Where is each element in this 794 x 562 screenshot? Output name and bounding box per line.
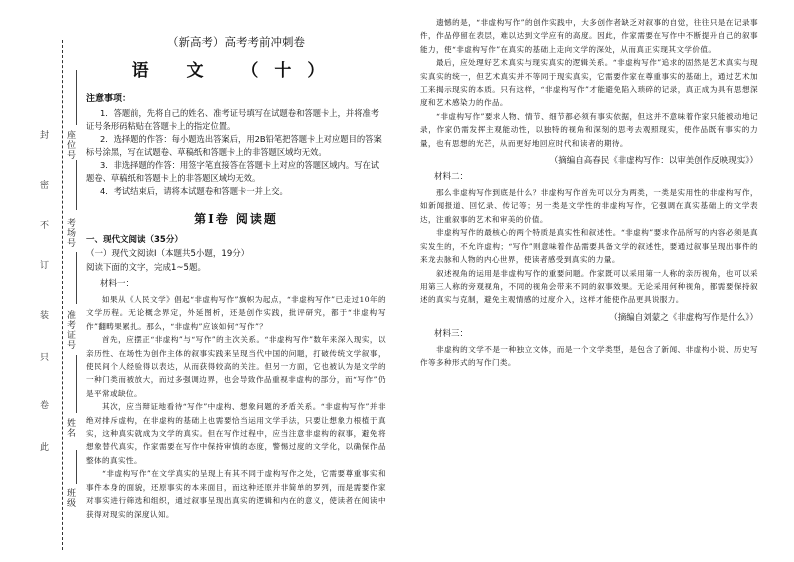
seal-char: 不 [40,221,50,231]
paragraph: 首先，应摆正“非虚构”与“写作”的主次关系。“非虚构写作”数年来深入现实，以亲历性、在场性为创作主体的叙事实践来呈现当代中国的问题，打破传统文学叙事，使民间个人经验得以表达，从而获得较高的关注。但另一方面，它也被认为是文学的一种门类而被放大，而过多强调边界，也会导致作品重视非虚构的部分，而“写作”仍是平常或缺位。 [86,335,386,398]
notice-item: 1．答题前，先将自己的姓名、准考证号填写在试题卷和答题卡上，并将准考证号条形码粘贴在答题卡上的指定位置。 [86,108,380,131]
notice-heading: 注意事项： [86,94,132,104]
paragraph: 如果从《人民文学》倡起“非虚构写作”旗帜为起点，“非虚构写作”已走过10年的文学历程。无论概念界定，外延图析，还是创作实践，批评研究，都于“非虚构写作”翻畴果累扎。那么，“非虚构”应该如何“写作”？ [86,295,386,331]
paragraph: “非虚构写作”要求人物、情节、细节都必须有事实依据，但这并不意味着作家只能被动地记录，作家仍需发挥主观能动性，以独特的视角和深刻的思考去观照现实，使作品既有事实的力量，也有思想的光芒，从而更好地回应时代和读者的期待。 [420,111,758,148]
paragraph: 遗憾的是，“非虚构写作”的创作实践中，大多创作者缺乏对叙事的自觉，往往只是在记录事件，作品停留在表层，难以达到文学应有的高度。因此，作家需要在写作中不断提升自己的叙事能力，使“非虚构写作”在真实的基础上走向文学的深处，从而真正实现其文学价值。 [420,18,758,54]
name-field[interactable] [76,355,77,413]
section-heading: 一、现代文阅读（35分） [86,235,183,245]
paragraph: 那么非虚构写作到底是什么？非虚构写作首先可以分为两类，一类是实用性的非虚构写作，如新闻报道、回忆录、传记等；另一类是文学性的非虚构写作，它强调在真实基础上的文学表达，注重叙事的艺术和审美的价值。 [420,188,758,224]
exam-room-label: 考场号 [65,218,75,248]
class-field[interactable] [76,450,77,484]
subsection-heading: （一）现代文阅读Ⅰ（本题共5小题，19分） [86,249,250,259]
part-title: 第Ⅰ卷 阅读题 [194,212,278,226]
seal-char: 只 [40,353,50,363]
seal-char: 密 [40,181,50,191]
source-citation: （摘编自刘蒙之《非虚构写作是什么》） [609,312,758,323]
admission-number-label: 准考证号 [65,310,75,350]
class-label: 班级 [65,488,75,508]
instruction: 阅读下面的文字，完成1~5题。 [86,263,206,273]
name-label: 姓名 [65,418,75,438]
notice-block [86,91,386,198]
source-citation: （摘编自高春民《非虚构写作：以审美创作反映现实》） [549,156,758,167]
material-label: 材料一： [100,279,135,289]
seat-number-label: 座位号 [65,130,75,160]
paragraph: 最后，应处理好艺术真实与现实真实的逻辑关系。“非虚构写作”追求的固然是艺术真实与现实真实的统一，但艺术真实并不等同于现实真实，它需要作家在尊重事实的基础上，通过艺术加工来揭示现实的本质。只有这样，“非虚构写作”才能避免陷入琐碎的记录，真正成为具有思想深度和艺术感染力的作品。 [420,58,758,108]
paragraph: “非虚构写作”在文学真实的呈现上有其不同于虚构写作之处，它需要尊重事实和事件本身的面貌，还原事实的本来面目，而这种还原并非简单的罗列，而是需要作家对事实进行筛选和组织，通过叙事呈现出真实的逻辑和内在的意义，使读者在阅读中获得对现实的深度认知。 [86,469,386,519]
cut-line [62,40,63,550]
seal-char: 装 [40,311,50,321]
notice-item: 3．非选择题的作答：用签字笔直接答在答题卡上对应的答题区域内。写在试题卷、草稿纸和答题卡上的非答题区域均无效。 [86,160,380,183]
seat-number-field[interactable] [76,70,77,125]
paragraph: 非虚构写作的最核心的两个特质是真实性和叙述性。“非虚构”要求作品所写的内容必须是真实发生的，不允许虚构；“写作”则意味着作品需要具备文学的叙述性，要通过叙事呈现出事件的来龙去脉和人物的内心世界，使读者感受到真实的力量。 [420,228,758,265]
left-column [86,28,386,521]
notice-item: 2．选择题的作答：每小题选出答案后，用2B铅笔把答题卡上对应题目的答案标号涂黑，写在试题卷、草稿纸和答题卡上的非答题区域均无效。 [86,134,382,157]
paragraph: 其次，应当辩证地看待“写作”中虚构、想象问题的矛盾关系。“非虚构写作”并非绝对排斥虚构，在非虚构的基础上也需要恰当运用文学手法，只要让想象力根植于真实，这种真实就成为文学的真实。但在写作过程中，应当注意非虚构的叙事，避免将想象替代真实，作家需要在写作中保持审慎的态度，警惕过度的文学化，以确保作品整体的真实性。 [86,402,386,465]
paragraph: 非虚构的文学不是一种独立文体，而是一个文学类型，是包含了新闻、非虚构小说、历史写作等多种形式的写作门类。 [420,344,758,368]
seal-char: 卷 [40,401,50,411]
right-column [420,16,758,370]
binding-margin [0,0,82,562]
seal-char: 此 [40,443,50,453]
exam-title: （新高考）高考考前冲刺卷 [167,35,305,49]
notice-item: 4．考试结束后，请将本试题卷和答题卡一并上交。 [100,186,288,196]
material-label: 材料二： [434,172,469,183]
admission-number-field[interactable] [76,252,77,304]
material-label: 材料三： [434,328,469,339]
subject-title: 语 文 （十） [131,61,341,81]
paragraph: 叙述视角的运用是非虚构写作的重要问题。作家既可以采用第一人称的亲历视角，也可以采用第三人称的旁观视角，不同的视角会带来不同的叙事效果。无论采用何种视角，都需要保持叙述的真实与克制，避免主观情感的过度介入，这样才能使作品更具说服力。 [420,268,758,305]
seal-char: 封 [40,131,50,141]
seal-char: 订 [40,261,50,271]
exam-room-field[interactable] [76,160,77,210]
